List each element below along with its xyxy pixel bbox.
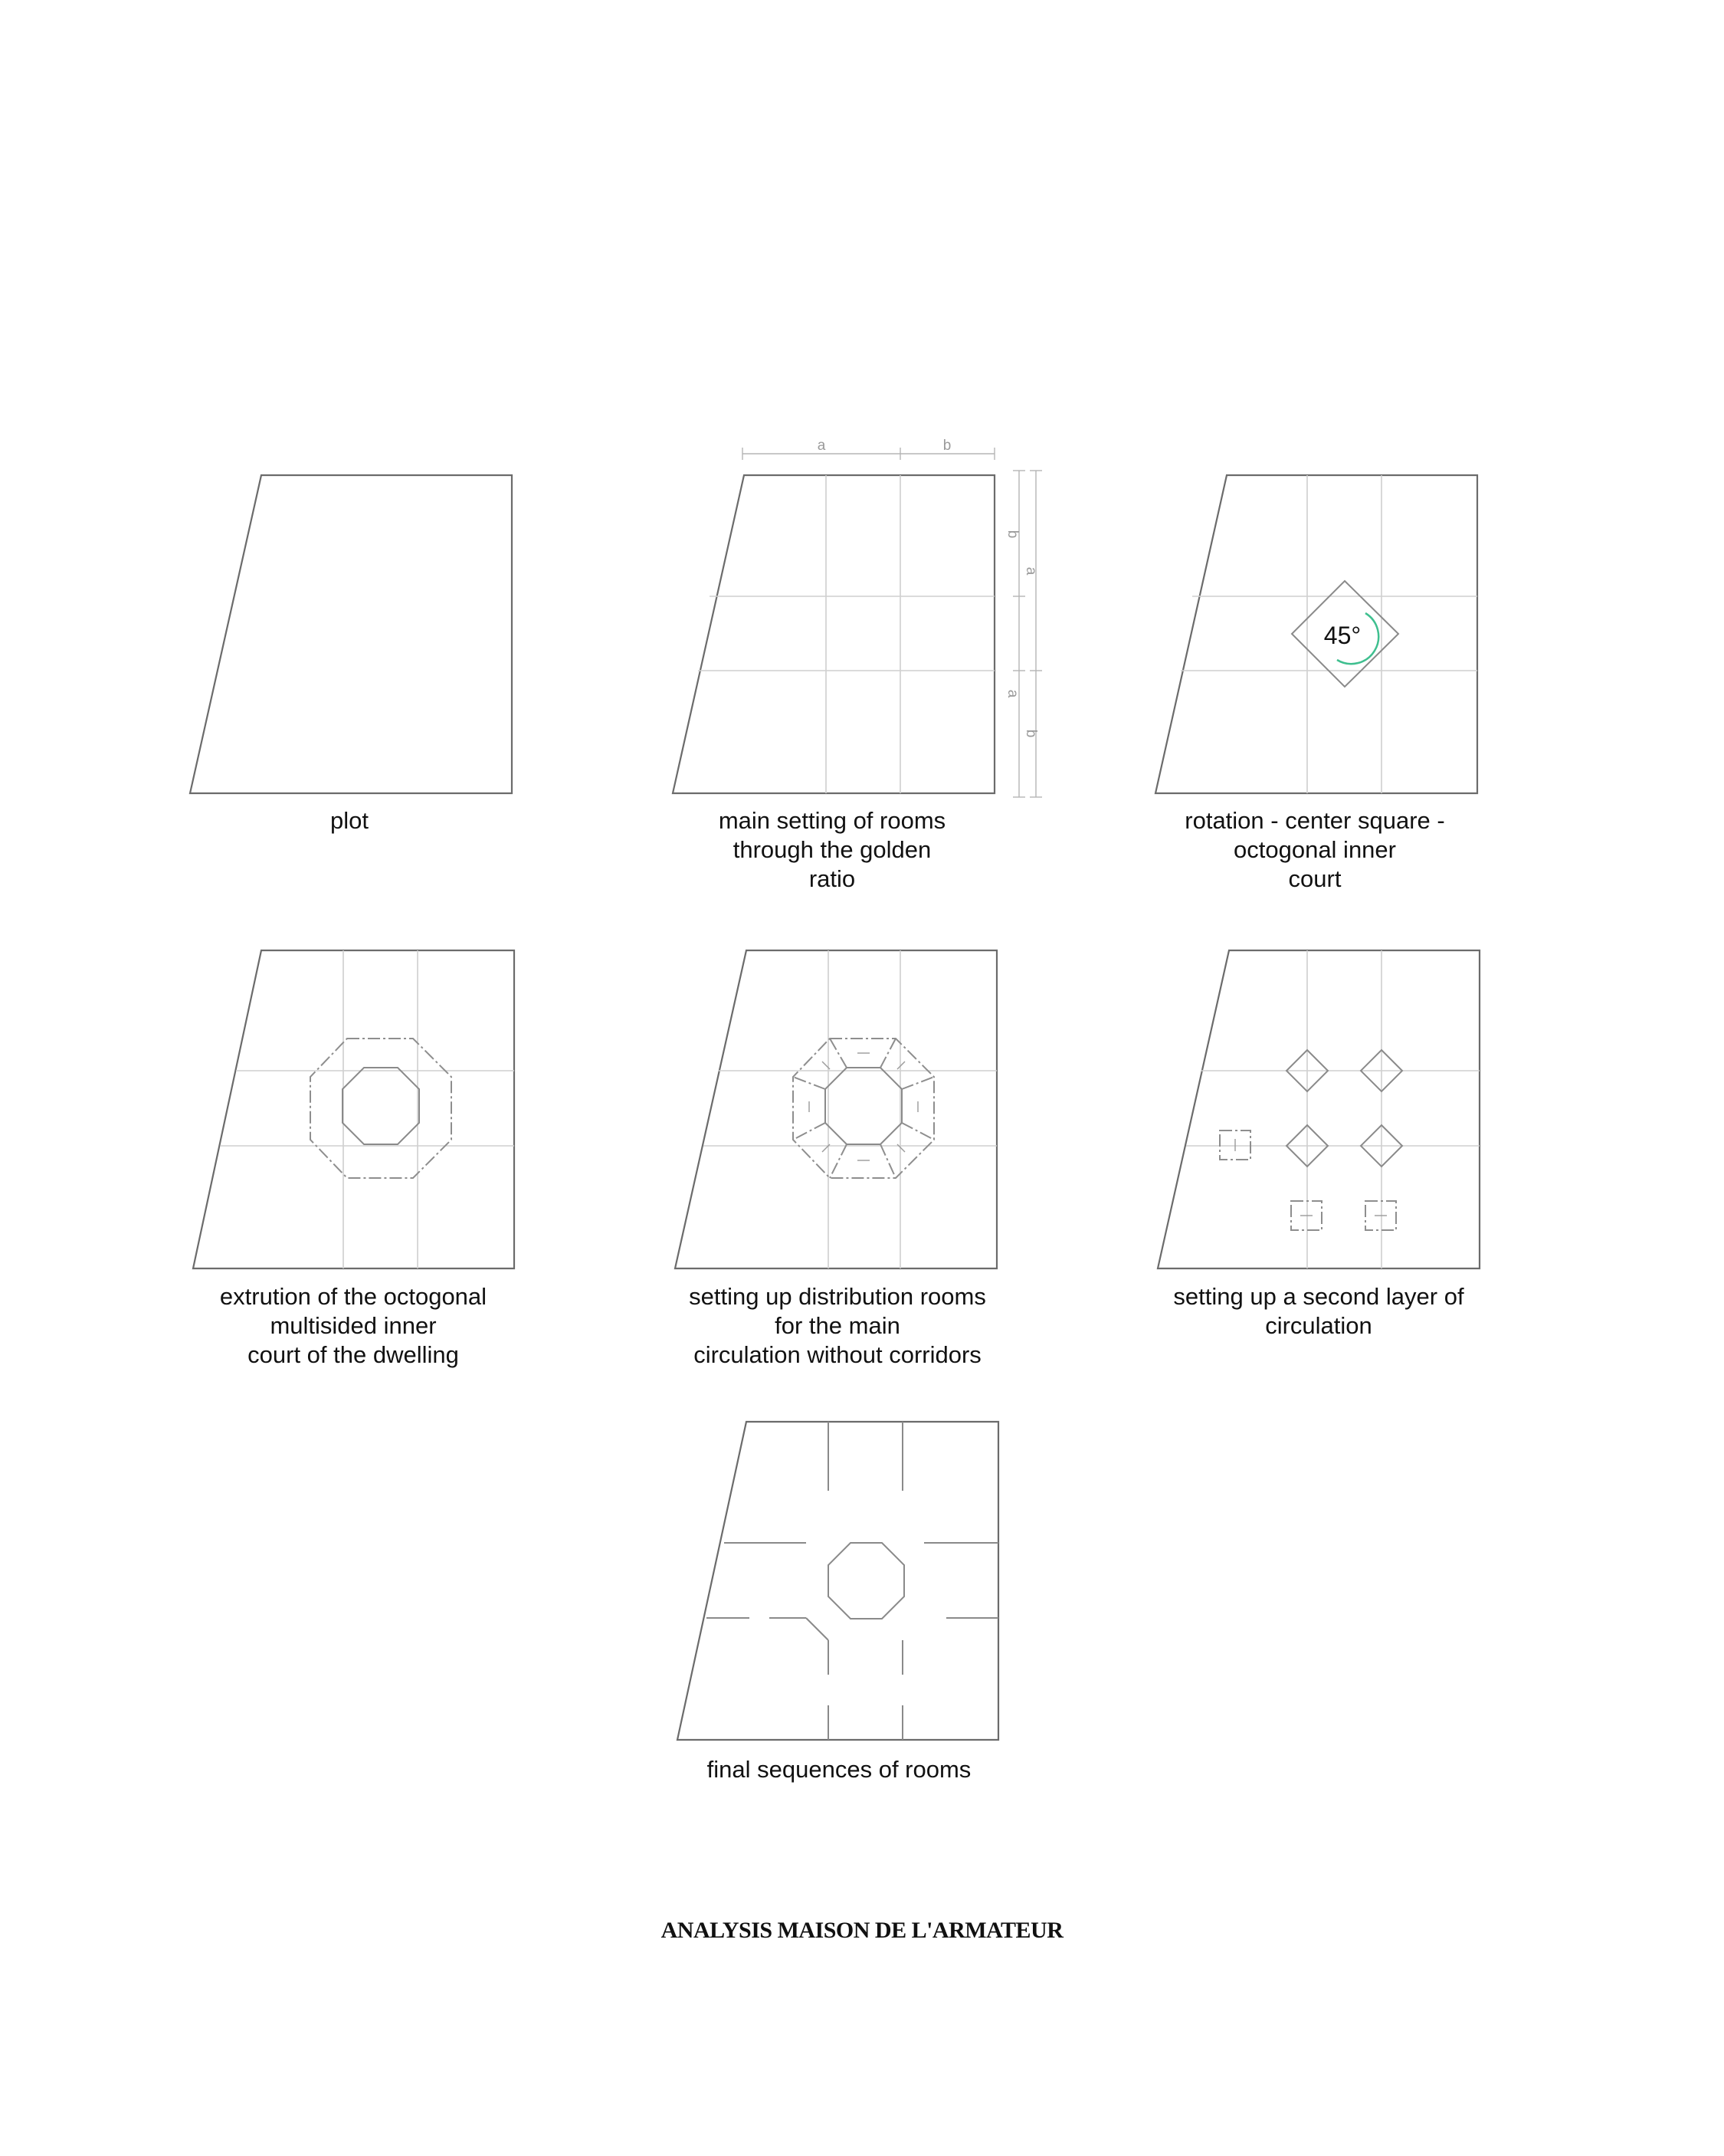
plot-outline [1158,950,1480,1268]
caption-line: setting up a second layer of [1173,1283,1464,1310]
room-grid [1186,950,1480,1268]
room-walls [706,1422,998,1740]
caption-golden-ratio [618,806,1047,894]
panel-golden-ratio [673,438,1042,797]
caption-final [624,1755,1054,1784]
caption-extrusion [139,1282,568,1370]
outer-octagon [310,1039,451,1178]
caption-distribution [623,1282,1052,1370]
plot-outline [193,950,514,1268]
panel-second-layer [1158,950,1480,1268]
inner-octagon [343,1068,419,1144]
dim-label: b [942,438,952,454]
inner-octagon [828,1543,904,1619]
caption-line: main setting of rooms [718,807,946,834]
panel-rotation [1155,475,1477,793]
dim-label: a [817,438,826,454]
dim-label: a [1005,689,1021,698]
caption-line: ratio [808,865,856,892]
room-grid [221,950,514,1268]
caption-line: setting up distribution rooms [689,1283,986,1310]
caption-line: court [1288,865,1342,892]
caption-line: rotation - center square - [1185,807,1445,834]
caption-line: circulation without corridors [693,1341,982,1368]
plot-outline [190,475,512,793]
outer-octagon [793,1039,934,1178]
caption-line: plot [330,807,369,834]
plot-outline [673,475,995,793]
dim-label: b [1023,729,1039,738]
footer-title: ANALYSIS MAISON DE L'ARMATEUR [660,1918,1064,1943]
caption-line: court of the dwelling [247,1341,459,1368]
dim-label: b [1005,530,1021,539]
caption-rotation [1100,806,1529,894]
caption-line: octogonal inner [1234,836,1396,863]
caption-line: final sequences of rooms [706,1756,972,1783]
room-grid [703,950,997,1268]
caption-second-layer [1104,1282,1533,1341]
panel-extrusion [193,950,514,1268]
caption-line: through the golden [733,836,932,863]
panel-final [677,1422,998,1740]
caption-line: circulation [1265,1312,1372,1339]
dim-label: a [1023,566,1039,576]
plot-outline [675,950,997,1268]
inner-octagon [825,1068,902,1144]
caption-line: for the main [775,1312,900,1339]
distribution-room-dividers [793,1039,934,1178]
plot-outline [677,1422,998,1740]
caption-line: multisided inner [270,1312,437,1339]
dimension-lines [742,448,1042,797]
plot-outline [1155,475,1477,793]
diamond-rooms [1286,1050,1402,1167]
angle-label: 45° [1323,622,1362,649]
panel-plot [190,475,512,793]
caption-line: extrution of the octogonal [219,1283,487,1310]
caption-plot [135,806,564,835]
panel-distribution [675,950,997,1268]
room-grid [698,475,995,793]
